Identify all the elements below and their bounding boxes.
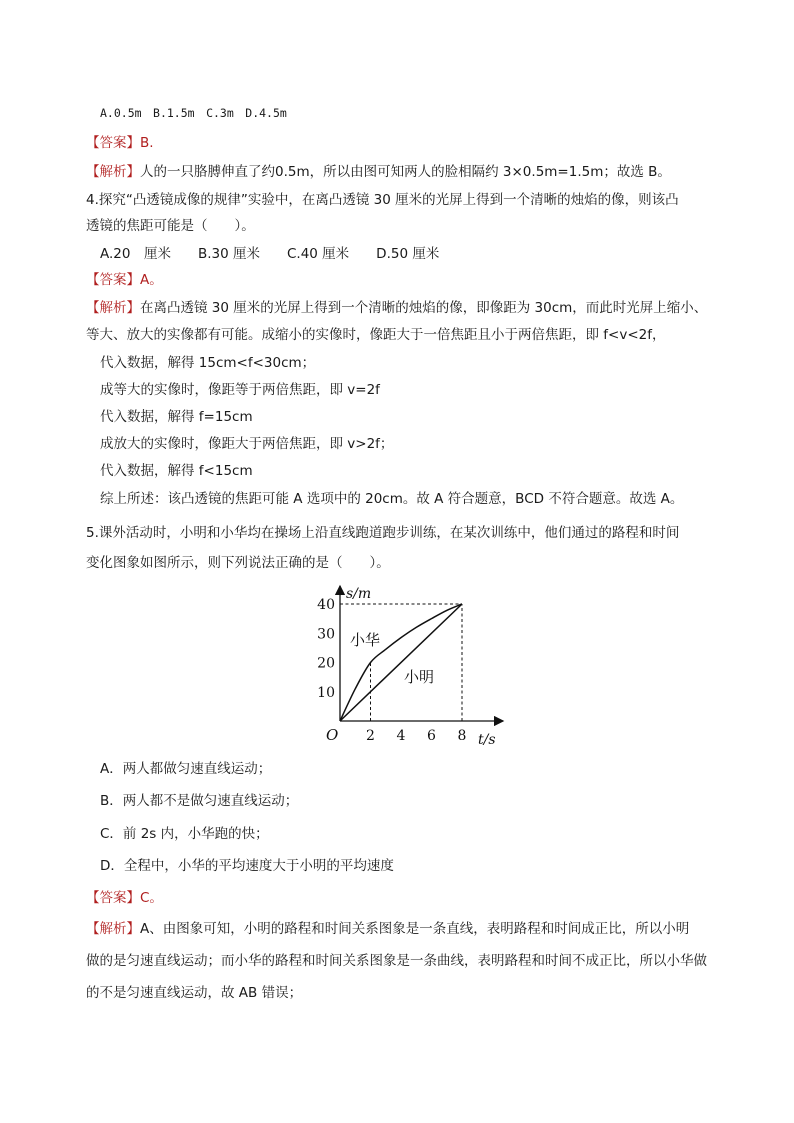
distance-time-chart bbox=[300, 580, 510, 750]
q5-answer-line bbox=[86, 888, 163, 908]
q5-stem-line-2: 变化图象如图所示，则下列说法正确的是（ ）。 bbox=[86, 555, 390, 571]
analysis-tag: 【解析】 bbox=[86, 300, 140, 316]
q5-analysis-line-3: 的不是匀速直线运动，故 AB 错误； bbox=[86, 985, 303, 1001]
q3-options: A.0.5m B.1.5m C.3m D.4.5m bbox=[100, 106, 287, 120]
series-label-xiaoming: 小明 bbox=[404, 668, 435, 686]
q4-analysis-line-3: 代入数据，解得 15cm<f<30cm； bbox=[100, 355, 316, 371]
q4-analysis-line-5: 代入数据，解得 f=15cm bbox=[100, 409, 253, 425]
q3-analysis: 人的一只胳膊伸直了约0.5m，所以由图可知两人的脸相隔约 3×0.5m=1.5m；故选 B。 bbox=[140, 164, 671, 180]
y-tick-label: 30 bbox=[317, 626, 335, 643]
q5-analysis-line-2: 做的是匀速直线运动；而小华的路程和时间关系图象是一条曲线，表明路程和时间不成正比，所以小华做 bbox=[86, 953, 707, 969]
q4-analysis-line-7: 代入数据，解得 f<15cm bbox=[100, 463, 253, 479]
x-tick-label: 2 bbox=[366, 728, 375, 744]
y-tick-label: 20 bbox=[317, 655, 335, 672]
y-tick-label: 10 bbox=[317, 684, 335, 701]
q3-analysis-line bbox=[86, 162, 671, 182]
q5-option-a: A．两人都做匀速直线运动； bbox=[100, 761, 272, 777]
q4-answer-line bbox=[86, 270, 163, 290]
q4-analysis-line-6: 成放大的实像时，像距大于两倍焦距，即 v>2f； bbox=[100, 436, 394, 452]
q4-stem-line-1: 4.探究“凸透镜成像的规律”实验中，在离凸透镜 30 厘米的光屏上得到一个清晰的烛焰的像，则该凸 bbox=[86, 192, 679, 208]
x-axis-label: t/s bbox=[478, 732, 496, 748]
x-tick-label: 6 bbox=[427, 728, 436, 744]
q3-answer: B. bbox=[140, 135, 154, 151]
q4-answer: A。 bbox=[140, 272, 163, 288]
q4-analysis-1: 在离凸透镜 30 厘米的光屏上得到一个清晰的烛焰的像，即像距为 30cm，而此时光屏上缩小、 bbox=[140, 300, 708, 316]
analysis-tag: 【解析】 bbox=[86, 921, 140, 937]
answer-tag: 【答案】 bbox=[86, 890, 140, 906]
q5-answer: C。 bbox=[140, 890, 163, 906]
q4-analysis-line-8: 综上所述：该凸透镜的焦距可能 A 选项中的 20cm。故 A 符合题意，BCD 不符合题意。故选 A。 bbox=[100, 491, 684, 507]
q4-options: A.20 厘米 B.30 厘米 C.40 厘米 D.50 厘米 bbox=[100, 246, 440, 262]
q4-analysis-line-2: 等大、放大的实像都有可能。成缩小的实像时，像距大于一倍焦距且小于两倍焦距，即 f<v<2f， bbox=[86, 327, 666, 343]
series-line-1 bbox=[340, 604, 462, 721]
origin-label: O bbox=[326, 726, 339, 744]
q4-analysis-line-4: 成等大的实像时，像距等于两倍焦距，即 v=2f bbox=[100, 382, 380, 398]
series-label-xiaohua: 小华 bbox=[350, 631, 381, 649]
q4-analysis-line-1 bbox=[86, 298, 707, 318]
answer-tag: 【答案】 bbox=[86, 272, 140, 288]
q5-option-d: D．全程中，小华的平均速度大于小明的平均速度 bbox=[100, 858, 394, 874]
q5-option-c: C．前 2s 内，小华跑的快； bbox=[100, 826, 269, 842]
q5-option-b: B．两人都不是做匀速直线运动； bbox=[100, 793, 299, 809]
y-axis-label: s/m bbox=[346, 586, 372, 602]
q5-analysis-1: A、由图象可知，小明的路程和时间关系图象是一条直线，表明路程和时间成正比，所以小明 bbox=[140, 921, 690, 937]
x-tick-label: 4 bbox=[396, 728, 406, 744]
y-tick-label: 40 bbox=[317, 597, 335, 613]
x-tick-label: 8 bbox=[457, 728, 467, 744]
q4-stem-line-2: 透镜的焦距可能是（ ）。 bbox=[86, 218, 255, 234]
q3-answer-line bbox=[86, 133, 154, 153]
q5-analysis-line-1 bbox=[86, 919, 689, 939]
answer-tag: 【答案】 bbox=[86, 135, 140, 151]
analysis-tag: 【解析】 bbox=[86, 164, 140, 180]
q5-stem-line-1: 5.课外活动时，小明和小华均在操场上沿直线跑道跑步训练，在某次训练中，他们通过的路程和时间 bbox=[86, 525, 680, 541]
